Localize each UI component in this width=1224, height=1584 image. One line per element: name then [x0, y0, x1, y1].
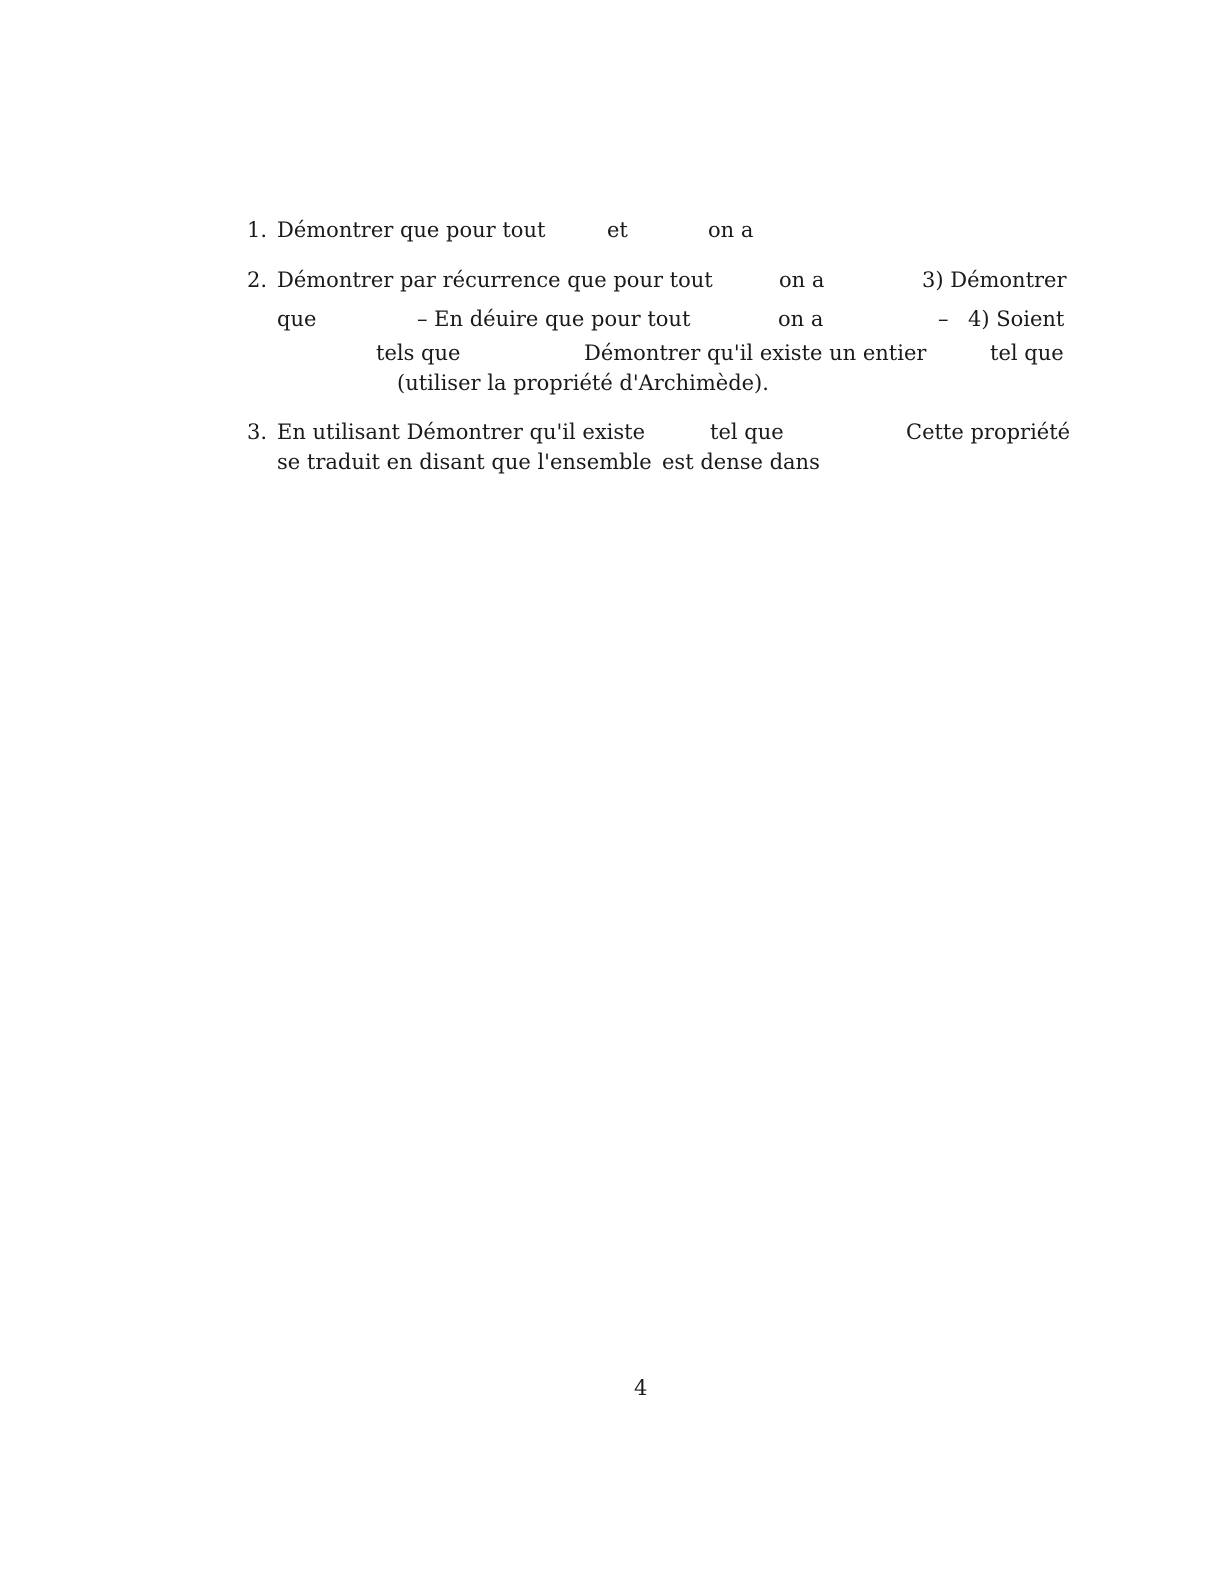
- item-text: tels que: [376, 341, 461, 365]
- item-text: se traduit en disant que l'ensemble: [277, 450, 652, 474]
- item-text: En utilisant Démontrer qu'il existe: [277, 420, 646, 444]
- item-text: –: [938, 307, 949, 331]
- item-text: Démontrer par récurrence que pour tout: [277, 268, 713, 292]
- item-text: – En déuire que pour tout: [417, 307, 691, 331]
- item-text: tel que: [990, 341, 1064, 365]
- item-text: on a: [778, 307, 824, 331]
- item-number: 2.: [247, 268, 268, 292]
- item-text: est dense dans: [662, 450, 820, 474]
- item-text: on a: [779, 268, 825, 292]
- item-text: tel que: [710, 420, 784, 444]
- item-text: 3) Démontrer: [922, 268, 1067, 292]
- item-text: 4) Soient: [968, 307, 1065, 331]
- item-text: Démontrer qu'il existe un entier: [584, 341, 927, 365]
- item-text: et: [607, 218, 628, 242]
- item-text: Démontrer que pour tout: [277, 218, 546, 242]
- item-text: (utiliser la propriété d'Archimède).: [397, 371, 769, 395]
- page-number: 4: [634, 1376, 648, 1400]
- item-text: on a: [708, 218, 754, 242]
- item-number: 3.: [247, 420, 268, 444]
- item-text: que: [277, 307, 317, 331]
- item-text: Cette propriété: [906, 420, 1071, 444]
- item-number: 1.: [247, 218, 268, 242]
